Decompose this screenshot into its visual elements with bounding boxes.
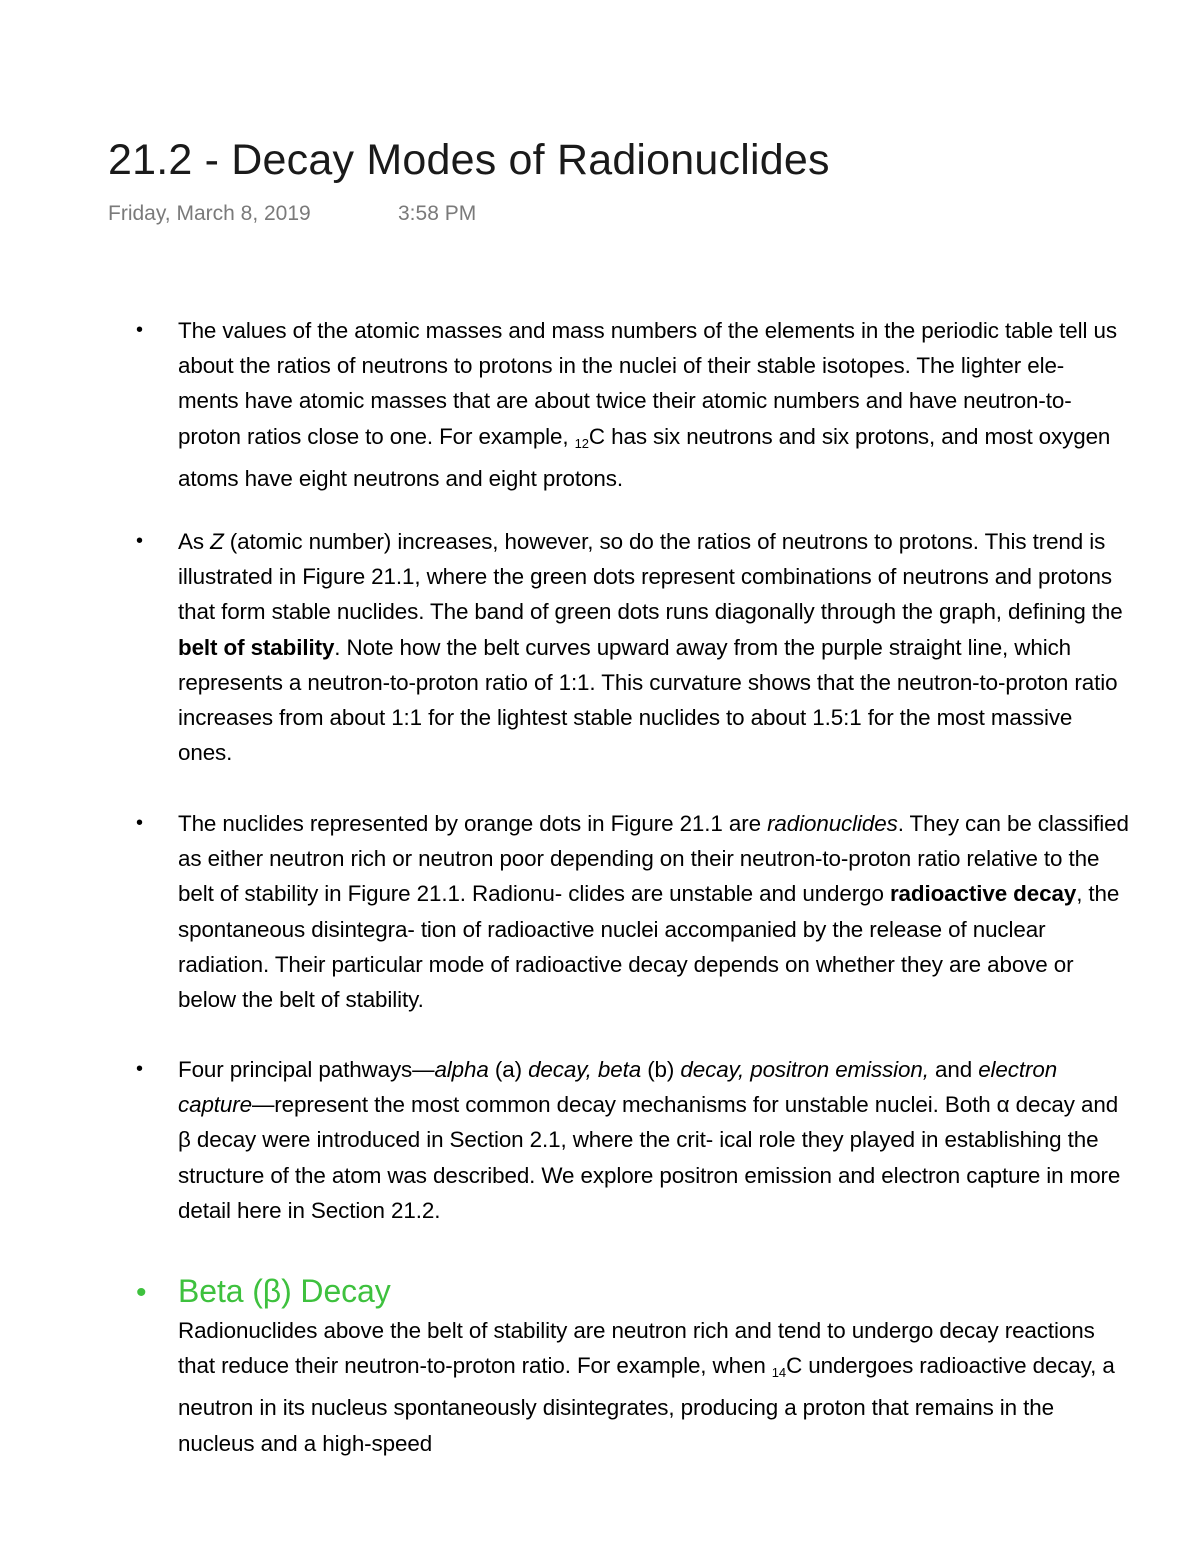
bullet-icon: • xyxy=(136,530,143,552)
bullet-icon: • xyxy=(136,1276,147,1309)
bullet-icon: • xyxy=(136,1058,143,1080)
paragraph-text: Four principal pathways—alpha (a) decay, beta (b) decay, positron emission, and electron capture—represent the most common decay mechanisms for unstable nuclei. Both α decay and β decay were introduced in Section 2.1, where the crit- ical role they played in establishing the structure of the atom was described. We explore positron emission and electron capture in more detail here in Section 21.2. xyxy=(178,1057,1121,1223)
page-time: 3:58 PM xyxy=(398,202,477,225)
page-title: 21.2 - Decay Modes of Radionuclides xyxy=(108,136,830,184)
paragraph-text: As Z (atomic number) increases, however, so do the ratios of neutrons to protons. This trend is illustrated in Figure 21.1, where the green dots represent combinations of neutrons and protons that form stable nuclides. The band of green dots runs diagonally through the graph, defining the belt of stability. Note how the belt curves upward away from the purple straight line, which represents a neutron-to-proton ratio of 1:1. This curvature shows that the neutron-to-proton ratio increases from about 1:1 for the lightest stable nuclides to about 1.5:1 for the most massive ones. xyxy=(178,529,1123,766)
section-heading: Beta (β) Decay xyxy=(178,1273,391,1309)
bullet-icon: • xyxy=(136,319,143,341)
paragraph-text: The values of the atomic masses and mass numbers of the elements in the periodic table tell us about the ratios of neutrons to protons in the nuclei of their stable isotopes. The lighter ele- ments have atomic masses that are about twice their atomic numbers and have neutron-to-proton ratios close to one. For example, $_{12}$C has six neutrons and six protons, and most oxygen atoms have eight neutrons and eight protons. xyxy=(178,318,1117,491)
bullet-icon: • xyxy=(136,812,143,834)
list-item xyxy=(130,313,1130,524)
section-item xyxy=(130,1269,1130,1456)
list-item xyxy=(130,524,1130,806)
list-item xyxy=(130,806,1130,1052)
list-item xyxy=(130,1052,1130,1263)
section-paragraph: Radionuclides above the belt of stability are neutron rich and tend to undergo decay reactions that reduce their neutron-to-proton ratio. For example, when $_{14}$C undergoes radioactive decay, a neutron in its nucleus spontaneously disintegrates, producing a proton that remains in the nucleus and a high-speed xyxy=(178,1318,1115,1456)
page-date: Friday, March 8, 2019 xyxy=(108,202,311,225)
bullet-list xyxy=(130,313,1130,1456)
note-body xyxy=(130,313,1130,1456)
paragraph-text: The nuclides represented by orange dots in Figure 21.1 are radionuclides. They can be classified as either neutron rich or neutron poor depending on their neutron-to-proton ratio relative to the belt of stability in Figure 21.1. Radionu- clides are unstable and undergo radioactive decay, the spontaneous disintegra- tion of radioactive nuclei accompanied by the release of nuclear radiation. Their particular mode of radioactive decay depends on whether they are above or below the belt of stability. xyxy=(178,811,1129,1013)
